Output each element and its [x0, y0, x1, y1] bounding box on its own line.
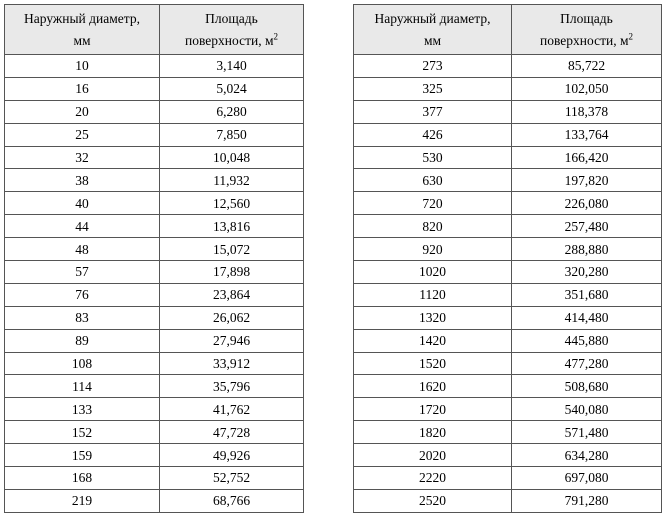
table-row: [5, 329, 304, 352]
diameter-column-header: [354, 5, 512, 55]
table-row: [5, 100, 304, 123]
table-row: [5, 123, 304, 146]
diameter-cell: 44: [5, 215, 160, 238]
table-header: [5, 5, 304, 55]
table-row: [5, 421, 304, 444]
area-cell: 23,864: [160, 283, 304, 306]
diameter-cell: 1520: [354, 352, 512, 375]
table-body: [354, 55, 662, 513]
table-row: [5, 192, 304, 215]
table-row: [354, 238, 662, 261]
table-row: [354, 444, 662, 467]
diameter-cell: 1320: [354, 306, 512, 329]
table-row: [354, 169, 662, 192]
diameter-cell: 168: [5, 467, 160, 490]
diameter-cell: 1120: [354, 283, 512, 306]
diameter-cell: 1820: [354, 421, 512, 444]
area-cell: 791,280: [512, 489, 662, 512]
area-cell: 27,946: [160, 329, 304, 352]
area-cell: 15,072: [160, 238, 304, 261]
diameter-cell: 83: [5, 306, 160, 329]
table-row: [5, 489, 304, 512]
pipe-area-table-left: [4, 4, 304, 513]
diameter-cell: 2220: [354, 467, 512, 490]
area-cell: 445,880: [512, 329, 662, 352]
area-cell: 41,762: [160, 398, 304, 421]
table-row: [5, 55, 304, 78]
diameter-header-line1: Наружный диаметр,: [24, 10, 140, 26]
diameter-cell: 1420: [354, 329, 512, 352]
diameter-cell: 1720: [354, 398, 512, 421]
area-cell: 3,140: [160, 55, 304, 78]
diameter-cell: 89: [5, 329, 160, 352]
table-row: [5, 467, 304, 490]
table-row: [5, 444, 304, 467]
area-cell: 6,280: [160, 100, 304, 123]
diameter-cell: 152: [5, 421, 160, 444]
table-row: [5, 261, 304, 284]
diameter-cell: 133: [5, 398, 160, 421]
table-row: [5, 77, 304, 100]
diameter-cell: 48: [5, 238, 160, 261]
table-row: [5, 398, 304, 421]
area-cell: 52,752: [160, 467, 304, 490]
area-cell: 85,722: [512, 55, 662, 78]
diameter-cell: 2520: [354, 489, 512, 512]
area-header-text: поверхности, м: [540, 32, 629, 48]
table-row: [354, 421, 662, 444]
area-cell: 320,280: [512, 261, 662, 284]
diameter-cell: 20: [5, 100, 160, 123]
diameter-header-line2: мм: [73, 32, 91, 48]
table-row: [354, 215, 662, 238]
diameter-cell: 40: [5, 192, 160, 215]
diameter-cell: 377: [354, 100, 512, 123]
table-row: [354, 55, 662, 78]
area-cell: 508,680: [512, 375, 662, 398]
area-cell: 166,420: [512, 146, 662, 169]
area-header-line1: Площадь: [205, 10, 258, 26]
area-cell: 26,062: [160, 306, 304, 329]
table-row: [354, 375, 662, 398]
diameter-cell: 38: [5, 169, 160, 192]
diameter-cell: 630: [354, 169, 512, 192]
table-row: [5, 238, 304, 261]
area-cell: 10,048: [160, 146, 304, 169]
diameter-cell: 1620: [354, 375, 512, 398]
area-cell: 33,912: [160, 352, 304, 375]
area-cell: 68,766: [160, 489, 304, 512]
area-cell: 477,280: [512, 352, 662, 375]
diameter-cell: 530: [354, 146, 512, 169]
area-cell: 634,280: [512, 444, 662, 467]
table-row: [354, 467, 662, 490]
area-header-line2: [160, 30, 303, 52]
pipe-area-table-right: [353, 4, 662, 513]
diameter-cell: 108: [5, 352, 160, 375]
area-cell: 7,850: [160, 123, 304, 146]
header-row: [5, 5, 304, 55]
diameter-cell: 720: [354, 192, 512, 215]
table-row: [5, 169, 304, 192]
area-cell: 118,378: [512, 100, 662, 123]
diameter-header-line2: мм: [423, 32, 442, 48]
diameter-column-header: [5, 5, 160, 55]
table-row: [5, 283, 304, 306]
table-row: [354, 306, 662, 329]
table-row: [5, 146, 304, 169]
area-cell: 414,480: [512, 306, 662, 329]
diameter-cell: 57: [5, 261, 160, 284]
table-row: [354, 352, 662, 375]
area-cell: 257,480: [512, 215, 662, 238]
diameter-cell: 273: [354, 55, 512, 78]
table-row: [354, 398, 662, 421]
area-cell: 540,080: [512, 398, 662, 421]
area-cell: 11,932: [160, 169, 304, 192]
diameter-cell: 1020: [354, 261, 512, 284]
diameter-cell: 820: [354, 215, 512, 238]
area-cell: 697,080: [512, 467, 662, 490]
table-row: [5, 306, 304, 329]
diameter-cell: 159: [5, 444, 160, 467]
diameter-cell: 325: [354, 77, 512, 100]
table-row: [5, 375, 304, 398]
area-unit-superscript: 2: [273, 31, 278, 41]
table-row: [354, 192, 662, 215]
table-row: [354, 283, 662, 306]
area-cell: 197,820: [512, 169, 662, 192]
area-cell: 571,480: [512, 421, 662, 444]
diameter-cell: 2020: [354, 444, 512, 467]
diameter-cell: 426: [354, 123, 512, 146]
header-row: [354, 5, 662, 55]
area-cell: 226,080: [512, 192, 662, 215]
area-cell: 13,816: [160, 215, 304, 238]
diameter-header-line1: Наружный диаметр,: [374, 10, 491, 26]
area-cell: 5,024: [160, 77, 304, 100]
area-header-text: поверхности, м: [185, 32, 274, 48]
table-row: [5, 352, 304, 375]
diameter-cell: 114: [5, 375, 160, 398]
diameter-cell: 32: [5, 146, 160, 169]
area-cell: 102,050: [512, 77, 662, 100]
diameter-cell: 920: [354, 238, 512, 261]
diameter-cell: 10: [5, 55, 160, 78]
area-unit-superscript: 2: [628, 31, 633, 41]
table-row: [5, 215, 304, 238]
table-row: [354, 489, 662, 512]
area-column-header: [512, 5, 662, 55]
table-row: [354, 123, 662, 146]
table-body: [5, 55, 304, 513]
table-row: [354, 329, 662, 352]
diameter-cell: 219: [5, 489, 160, 512]
table-row: [354, 100, 662, 123]
area-cell: 47,728: [160, 421, 304, 444]
diameter-cell: 76: [5, 283, 160, 306]
area-cell: 17,898: [160, 261, 304, 284]
table-row: [354, 146, 662, 169]
area-cell: 49,926: [160, 444, 304, 467]
area-cell: 288,880: [512, 238, 662, 261]
area-cell: 133,764: [512, 123, 662, 146]
table-row: [354, 261, 662, 284]
area-header-line1: Площадь: [560, 10, 613, 26]
diameter-cell: 16: [5, 77, 160, 100]
table-header: [354, 5, 662, 55]
area-cell: 12,560: [160, 192, 304, 215]
area-cell: 35,796: [160, 375, 304, 398]
table-row: [354, 77, 662, 100]
diameter-cell: 25: [5, 123, 160, 146]
area-column-header: [160, 5, 304, 55]
area-header-line2: [512, 30, 661, 52]
area-cell: 351,680: [512, 283, 662, 306]
